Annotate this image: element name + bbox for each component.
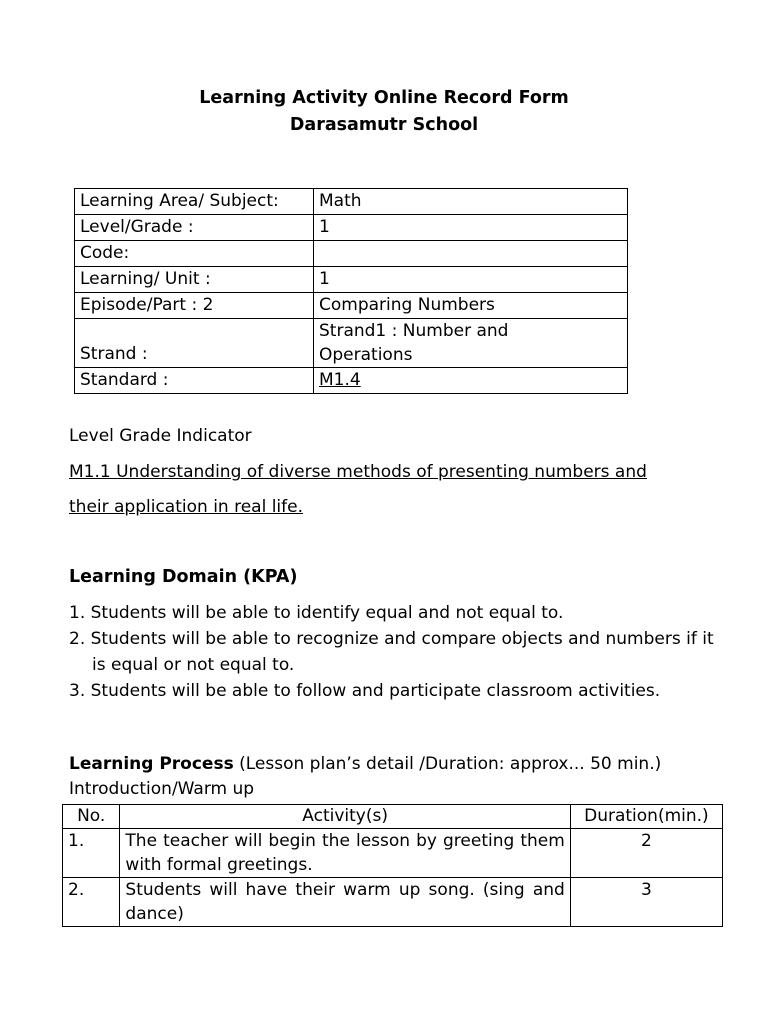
unit-label: Learning/ Unit : (75, 267, 314, 293)
list-item: 1. Students will be able to identify equal and not equal to. (69, 603, 564, 623)
table-row (75, 189, 628, 215)
standard-label: Standard : (75, 368, 314, 394)
strand-value (314, 319, 628, 368)
row-no: 2. (63, 878, 120, 927)
standard-value (314, 368, 628, 394)
row-activity: Students will have their warm up song. (sing and dance) (120, 878, 570, 927)
row-duration: 2 (570, 829, 722, 878)
subject-value: Math (314, 189, 628, 215)
strand-value-line1: Strand1 : Number and (319, 321, 509, 341)
table-row (75, 368, 628, 394)
table-row (75, 293, 628, 319)
code-value (314, 241, 628, 267)
grade-label: Level/Grade : (75, 215, 314, 241)
list-item: 2. Students will be able to recognize and compare objects and numbers if it is equal or not equal to. (69, 629, 714, 675)
domain-list (69, 600, 729, 704)
table-row (75, 215, 628, 241)
col-duration-header: Duration(min.) (570, 805, 722, 829)
standard-link[interactable]: M1.4 (319, 370, 361, 390)
subject-label: Learning Area/ Subject: (75, 189, 314, 215)
unit-value: 1 (314, 267, 628, 293)
info-table (74, 188, 628, 394)
row-duration: 3 (570, 878, 722, 927)
indicator-line1: M1.1 Understanding of diverse methods of presenting numbers and (69, 462, 647, 482)
indicator-line2: their application in real life. (69, 497, 304, 517)
form-title: Learning Activity Online Record Form (199, 88, 569, 108)
process-detail: (Lesson plan’s detail /Duration: approx... 50 min.) (233, 754, 662, 774)
table-header-row (63, 805, 723, 829)
activity-table (62, 804, 723, 927)
row-activity: The teacher will begin the lesson by greeting them with formal greetings. (120, 829, 570, 878)
col-activity-header: Activity(s) (120, 805, 570, 829)
list-item: 3. Students will be able to follow and participate classroom activities. (69, 681, 661, 701)
table-row (75, 267, 628, 293)
table-row (75, 241, 628, 267)
episode-value: Comparing Numbers (314, 293, 628, 319)
row-no: 1. (63, 829, 120, 878)
episode-label: Episode/Part : 2 (75, 293, 314, 319)
process-heading: Learning Process (69, 754, 234, 774)
indicator-heading: Level Grade Indicator (69, 426, 252, 446)
school-name: Darasamutr School (289, 115, 479, 135)
process-subheading: Introduction/Warm up (69, 779, 255, 799)
grade-value: 1 (314, 215, 628, 241)
domain-heading: Learning Domain (KPA) (69, 567, 298, 587)
col-no-header: No. (63, 805, 120, 829)
code-label: Code: (75, 241, 314, 267)
table-row (63, 878, 723, 927)
process-heading-line (69, 754, 661, 774)
table-row (63, 829, 723, 878)
table-row (75, 319, 628, 368)
strand-label: Strand : (75, 319, 314, 368)
strand-value-line2: Operations (319, 345, 413, 365)
